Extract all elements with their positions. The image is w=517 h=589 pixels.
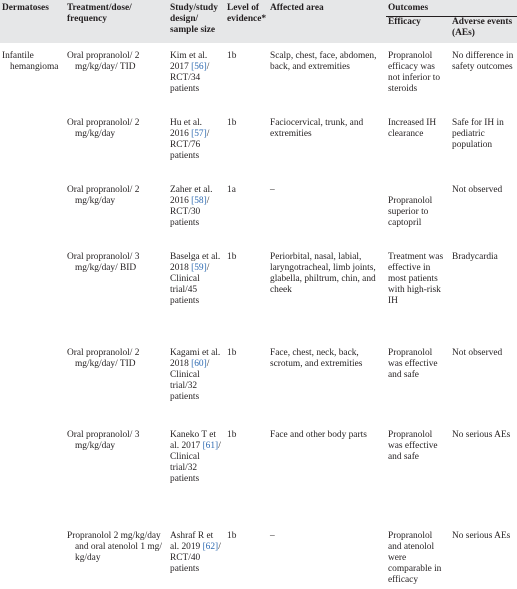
reference-link[interactable]: [59] (191, 262, 207, 273)
header-level: Level of evidence* (225, 0, 268, 43)
table-body (0, 43, 517, 589)
cell-area: Faciocervical, trunk, and extremities (270, 117, 364, 139)
reference-link[interactable]: [60] (191, 358, 207, 369)
cell-dermatosis (0, 523, 65, 589)
table-row (0, 422, 517, 523)
cell-adverse: Not observed (452, 347, 503, 358)
cell-treatment: Propranolol 2 mg/kg/day and oral atenolol 1 mg/ kg/day (67, 530, 162, 564)
cell-area: Face and other body parts (270, 429, 367, 440)
reference-link[interactable]: [62] (202, 541, 219, 552)
header-dermatoses: Dermatoses (0, 0, 65, 43)
cell-study (168, 422, 225, 523)
cell-efficacy: Propranolol was effective and safe (388, 429, 438, 463)
table-row (0, 340, 517, 422)
cell-adverse: Safe for IH in pediatric population (452, 117, 504, 151)
reference-link[interactable]: [56] (191, 61, 207, 72)
study-citation: Kagami et al. 2018 (170, 347, 221, 369)
cell-treatment: Oral propranolol/ 3 mg/kg/day (67, 429, 140, 451)
header-adverse: Adverse events (AEs) (450, 17, 517, 43)
cell-level: 1b (227, 50, 237, 61)
cell-study (168, 43, 225, 110)
cell-treatment: Oral propranolol/ 2 mg/kg/day (67, 184, 140, 206)
cell-efficacy: Propranolol superior to captopril (388, 195, 433, 229)
cell-treatment: Oral propranolol/ 2 mg/kg/day/ TID (67, 347, 140, 369)
table-row (0, 43, 517, 110)
cell-efficacy: Increased IH clearance (388, 117, 437, 139)
cell-dermatosis (0, 340, 65, 422)
cell-dermatosis (0, 110, 65, 177)
cell-area: – (270, 184, 275, 195)
cell-level: 1b (227, 530, 237, 541)
cell-study (168, 523, 225, 589)
study-design: / RCT/76 patients (170, 128, 210, 162)
study-design: / Clinical trial/45 patients (170, 262, 210, 307)
cell-treatment: Oral propranolol/ 2 mg/kg/day/ TID (67, 50, 140, 72)
cell-study (168, 340, 225, 422)
cell-adverse: No serious AEs (452, 530, 511, 541)
study-design: / Clinical trial/32 patients (170, 440, 221, 485)
cell-study (168, 110, 225, 177)
cell-level: 1b (227, 347, 237, 358)
cell-level: 1a (227, 184, 236, 195)
reference-link[interactable]: [61] (202, 440, 219, 451)
cell-efficacy: Propranolol efficacy was not inferior to steroids (388, 50, 441, 95)
study-citation: Hu et al. 2016 (170, 117, 203, 139)
cell-level: 1b (227, 429, 237, 440)
cell-efficacy: Treatment was effective in most patients with high-risk IH (388, 251, 444, 307)
reference-link[interactable]: [58] (191, 195, 207, 206)
cell-adverse: Not observed (452, 184, 503, 195)
table-row (0, 177, 517, 244)
cell-area: Face, chest, neck, back, scrotum, and extremities (270, 347, 363, 369)
cell-dermatosis (0, 422, 65, 523)
cell-treatment: Oral propranolol/ 3 mg/kg/day/ BID (67, 251, 140, 273)
cell-level: 1b (227, 251, 237, 262)
study-citation: Baselga et al. 2018 (170, 251, 221, 273)
header-outcomes: Outcomes (386, 0, 517, 17)
study-design: / RCT/34 patients (170, 61, 210, 95)
cell-study (168, 177, 225, 244)
table-row (0, 244, 517, 340)
cell-treatment: Oral propranolol/ 2 mg/kg/day (67, 117, 140, 139)
header-study: Study/study design/ sample size (168, 0, 225, 43)
header-treatment: Treatment/dose/ frequency (65, 0, 168, 43)
cell-dermatosis: Infantile hemangioma (2, 50, 59, 72)
cell-dermatosis (0, 177, 65, 244)
study-design: / RCT/30 patients (170, 195, 210, 229)
header-area: Affected area (268, 0, 386, 43)
cell-efficacy: Propranolol was effective and safe (388, 347, 438, 381)
table-row (0, 523, 517, 589)
cell-study (168, 244, 225, 340)
cell-adverse: Bradycardia (452, 251, 498, 262)
study-citation: Ashraf R et al. 2019 (170, 530, 214, 552)
cell-level: 1b (227, 117, 237, 128)
table-header (0, 0, 517, 43)
study-design: / Clinical trial/32 patients (170, 358, 210, 403)
study-citation: Kim et al. 2017 (170, 50, 208, 72)
cell-efficacy: Propranolol and atenolol were comparable in efficacy (388, 530, 442, 586)
reference-link[interactable]: [57] (191, 128, 207, 139)
cell-area: – (270, 530, 275, 541)
cell-adverse: No difference in safety outcomes (452, 50, 514, 72)
cell-dermatosis (0, 244, 65, 340)
cell-area: Scalp, chest, face, abdomen, back, and extremities (270, 50, 377, 72)
header-efficacy: Efficacy (386, 17, 450, 43)
table-row (0, 110, 517, 177)
cell-area: Periorbital, nasal, labial, laryngotracheal, limb joints, glabella, philtrum, chin, and cheek (270, 251, 376, 296)
cell-adverse: No serious AEs (452, 429, 511, 440)
study-citation: Kaneko T et al. 2017 (170, 429, 216, 451)
study-citation: Zaher et al. 2016 (170, 184, 213, 206)
study-design: / RCT/40 patients (170, 541, 221, 575)
